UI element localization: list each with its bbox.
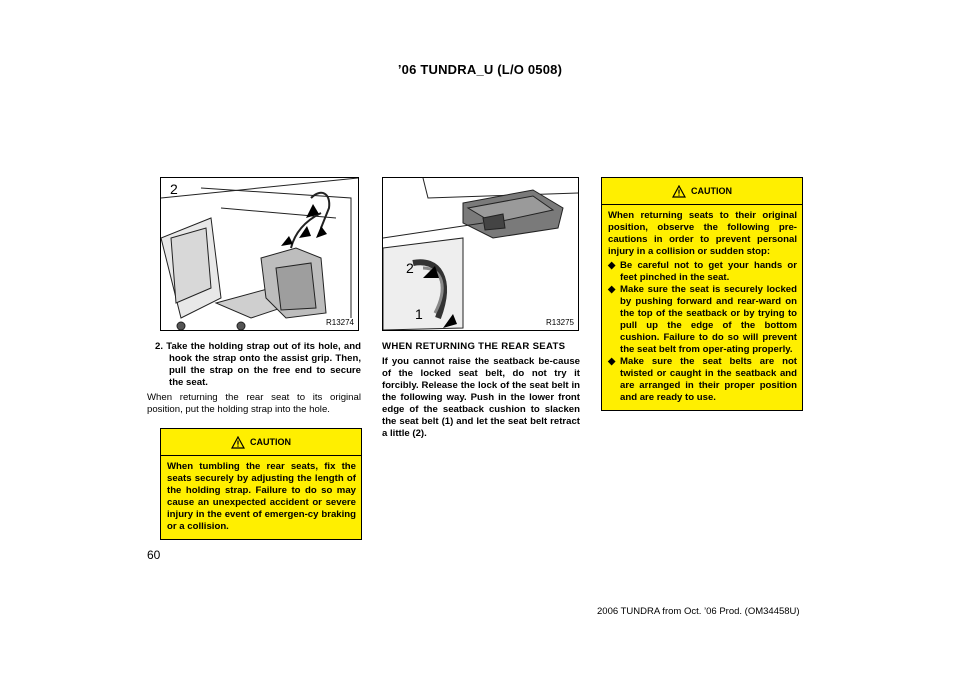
- page-number: 60: [147, 548, 161, 562]
- caution-box-tumbling: [160, 428, 362, 540]
- warning-triangle-icon: [231, 436, 245, 449]
- warning-triangle-icon: [672, 185, 686, 198]
- caution-title: CAUTION: [250, 437, 291, 447]
- diamond-bullet-icon: ◆: [608, 260, 616, 271]
- seatbelt-paragraph: If you cannot raise the seatback be-cause of the locked seat belt, do not try it forcibly. Release the lock of the seat belt in the following way. Push in the lower front edge of the seatback cushion to slacken the seat belt (1) and let the seat belt retract a little (2).: [382, 356, 580, 439]
- figure-label-2: 2: [170, 181, 178, 197]
- bullet-text: Make sure the seat belts are not twisted or caught in the seatback and are arranged in their proper position and are ready to use.: [620, 356, 797, 403]
- page-header: ’06 TUNDRA_U (L/O 0508): [397, 62, 563, 77]
- caution-header: [161, 429, 361, 456]
- strap-illustration: [161, 178, 358, 330]
- seatback-illustration: [383, 178, 578, 330]
- caution-bullet: [608, 284, 797, 356]
- caution-bullet: [608, 260, 797, 284]
- bullet-text: Be careful not to get your hands or feet pinched in the seat.: [620, 260, 797, 283]
- figure-seat-belt-release: [382, 177, 579, 331]
- section-heading: WHEN RETURNING THE REAR SEATS: [382, 341, 566, 352]
- figure-label-2: 2: [406, 260, 414, 276]
- caution-header: [602, 178, 802, 205]
- caution-box-returning: [601, 177, 803, 411]
- return-paragraph: When returning the rear seat to its original position, put the holding strap into the hole.: [147, 392, 361, 415]
- caution-text: When tumbling the rear seats, fix the seats securely by adjusting the length of the holding strap. Failure to do so may cause an unexpected accident or severe injury in the event of emergen-cy braking or a collision.: [161, 456, 361, 539]
- caution-bullet: [608, 356, 797, 404]
- left-column: [147, 341, 361, 416]
- page-footer: 2006 TUNDRA from Oct. ’06 Prod. (OM34458U): [597, 606, 800, 617]
- diamond-bullet-icon: ◆: [608, 356, 616, 367]
- caution-intro: When returning seats to their original position, observe the following pre-cautions in order to prevent personal injury in a collision or sudden stop:: [608, 210, 797, 257]
- middle-column: [382, 341, 580, 440]
- step-2: 2. Take the holding strap out of its hole, and hook the strap onto the assist grip. Then, pull the strap on the free end to secure the seat.: [155, 341, 361, 388]
- caution-content: [602, 205, 802, 410]
- figure-code: R13275: [545, 318, 574, 327]
- bullet-text: Make sure the seat is securely locked by pushing forward and rear-ward on the top of the seatback or by trying to pull up the edge of the bottom cushion. Failure to do so will prevent the seat belt from oper-ating properly.: [620, 284, 797, 355]
- figure-code: R13274: [325, 318, 354, 327]
- figure-strap-assist-grip: [160, 177, 359, 331]
- caution-title: CAUTION: [691, 186, 732, 196]
- figure-label-1: 1: [415, 306, 423, 322]
- diamond-bullet-icon: ◆: [608, 284, 616, 295]
